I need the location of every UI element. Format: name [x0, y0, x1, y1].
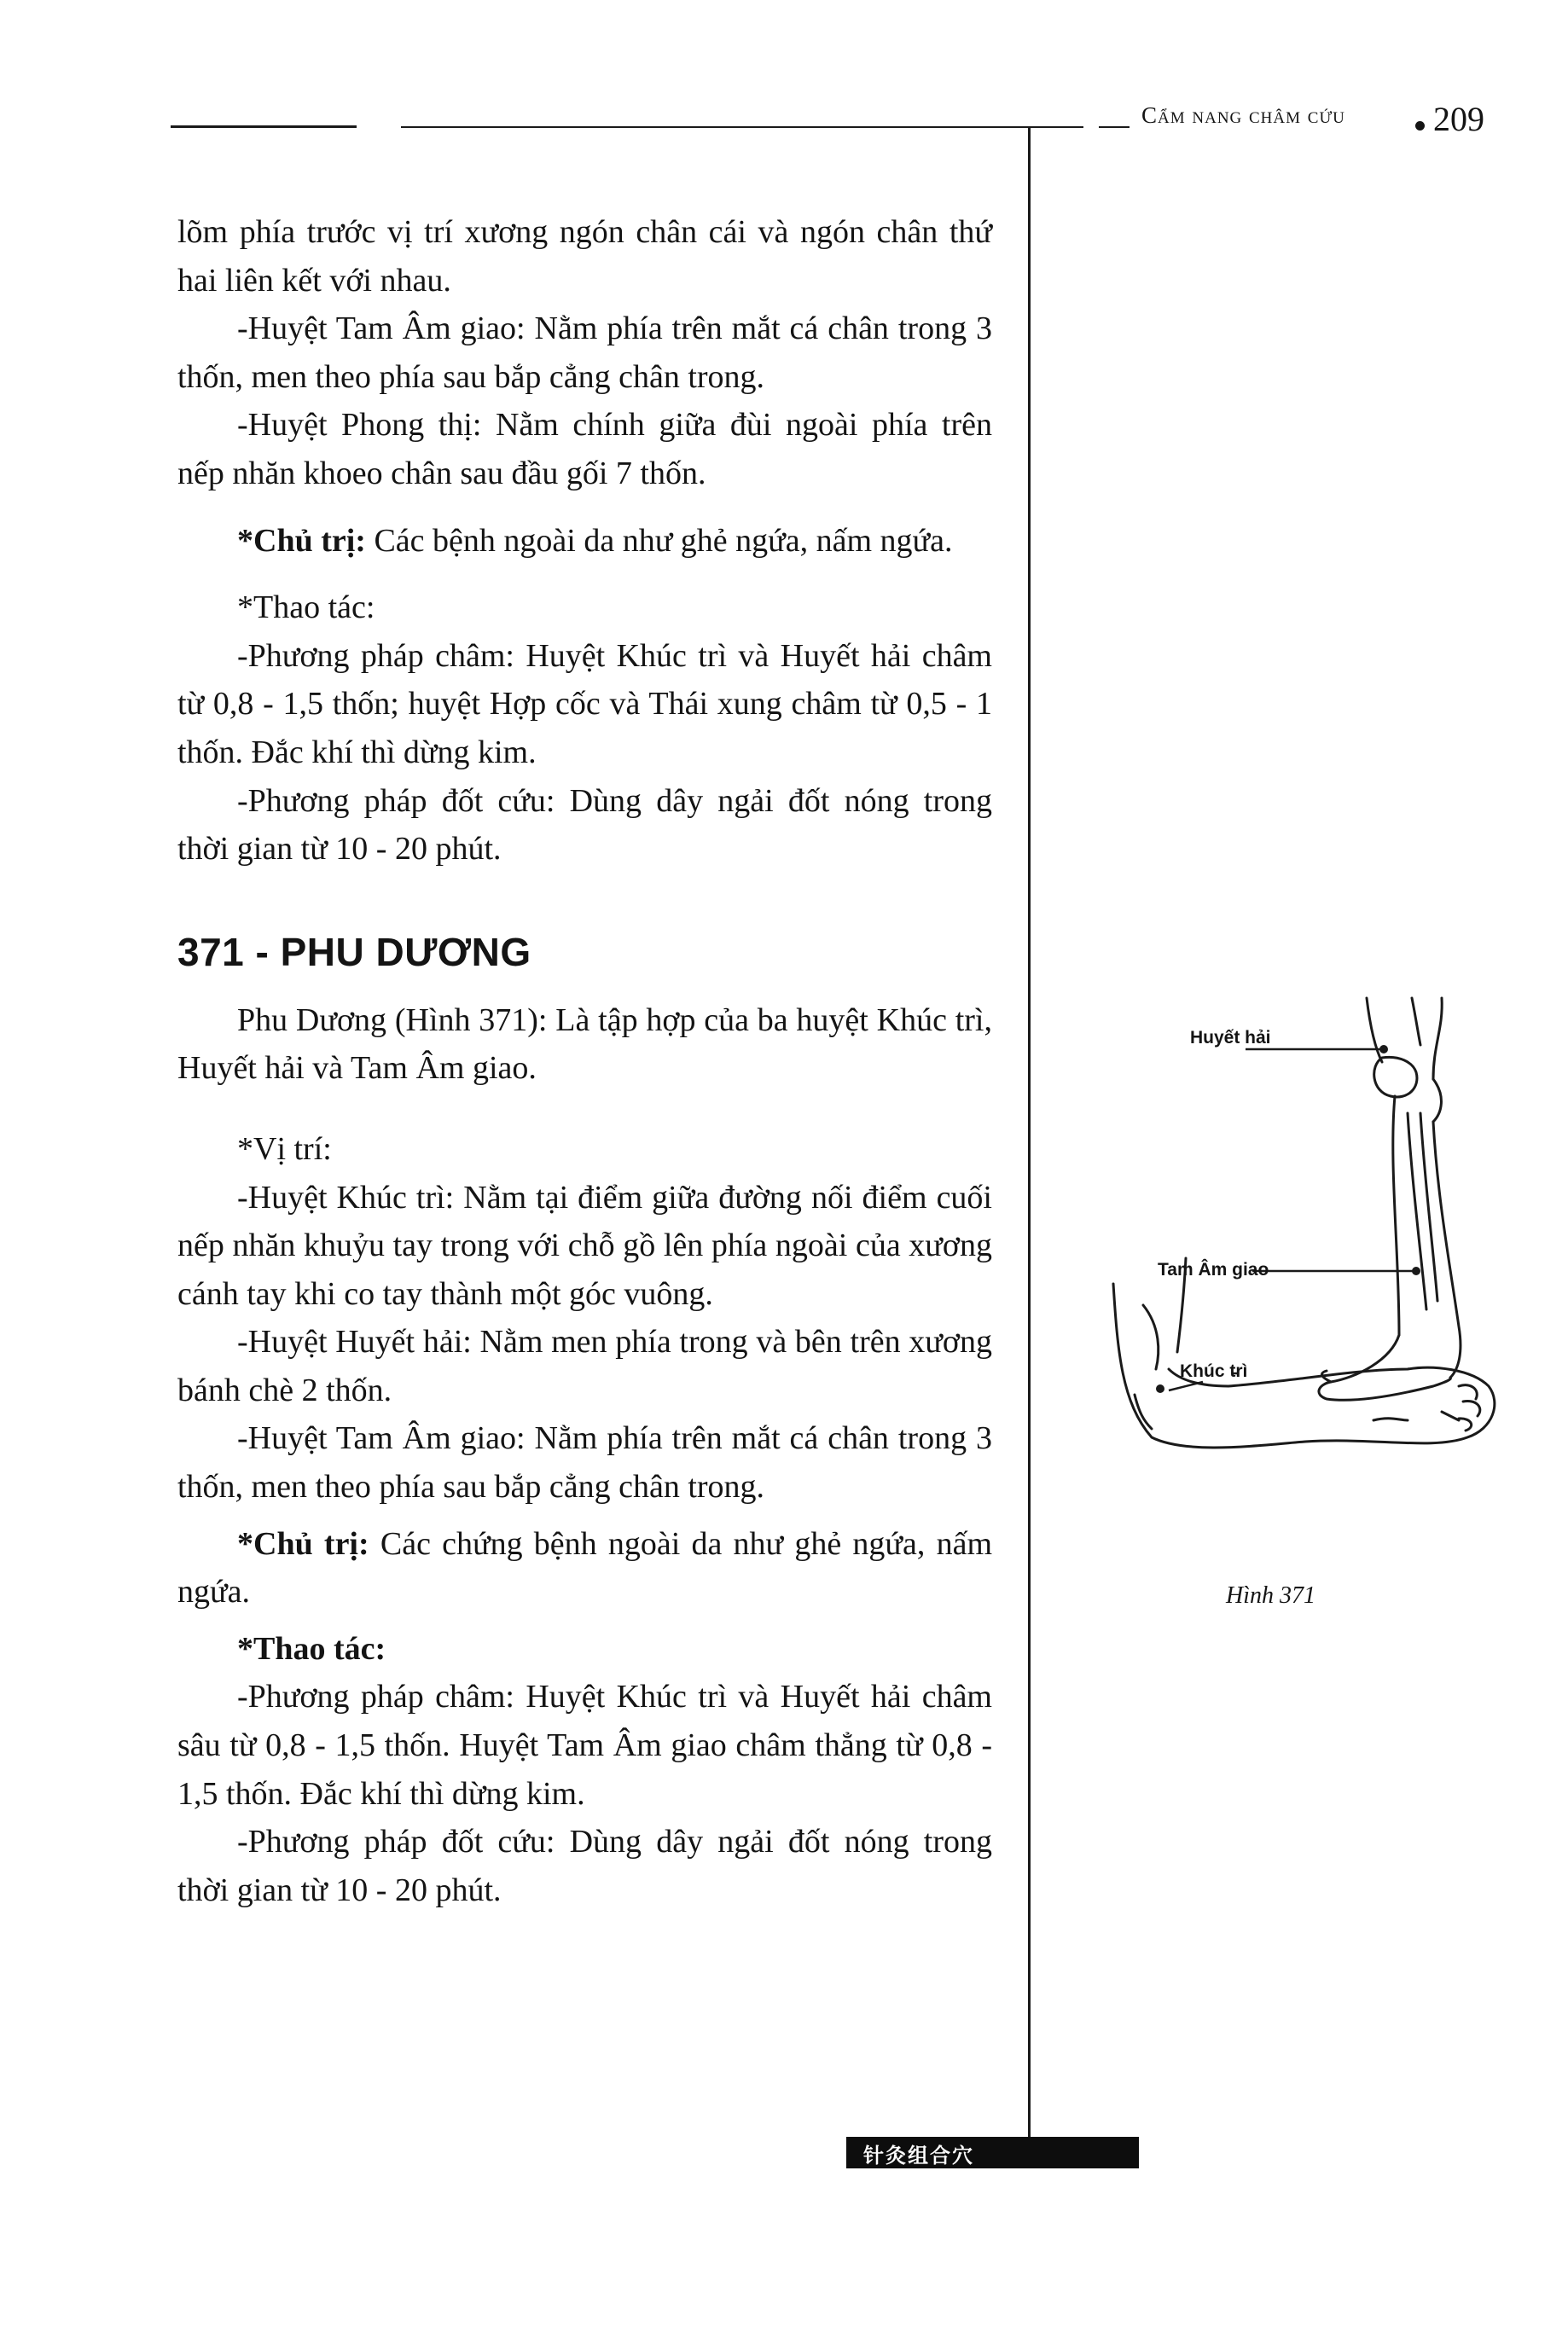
tam-am-giao-point-icon: [1412, 1267, 1420, 1275]
paragraph-tam-am-giao-location: -Huyệt Tam Âm giao: Nằm phía trên mắt cá chân trong 3 thốn, men theo phía sau bắp cẳng chân trong.: [177, 311, 992, 395]
paragraph-cham-method-2: -Phương pháp châm: Huyệt Khúc trì và Huyết hải châm sâu từ 0,8 - 1,5 thốn. Huyệt Tam Âm giao châm thẳng từ 0,8 - 1,5 thốn. Đắc khí thì dừng kim.: [177, 1679, 992, 1812]
section-intro: Phu Dương (Hình 371): Là tập hợp của ba huyệt Khúc trì, Huyết hải và Tam Âm giao.: [177, 1001, 992, 1087]
paragraph-continuation: lõm phía trước vị trí xương ngón chân cái và ngón chân thứ hai liên kết với nhau.: [177, 214, 992, 299]
section-heading: 371 - PHU DƯƠNG: [177, 929, 531, 974]
header-rule-left: [171, 125, 357, 128]
vi-tri-label: *Vị trí:: [237, 1130, 332, 1167]
label-huyet-hai: Huyết hải: [1190, 1028, 1271, 1048]
leg-arm-illustration: [1032, 994, 1510, 1574]
paragraph-phong-thi-location: -Huyệt Phong thị: Nằm chính giữa đùi ngoài phía trên nếp nhăn khoeo chân sau đầu gối 7 thốn.: [177, 407, 992, 491]
paragraph-chu-tri: [177, 517, 992, 566]
paragraph-khuc-tri-location: -Huyệt Khúc trì: Nằm tại điểm giữa đường nối điểm cuối nếp nhăn khuỷu tay trong với chỗ gồ lên phía ngoài của xương cánh tay khi co tay thành một góc vuông.: [177, 1179, 992, 1312]
thao-tac-label-2: *Thao tác:: [237, 1630, 386, 1667]
thigh-outline-icon: [1433, 998, 1442, 1079]
shin-outline-icon: [1393, 1096, 1399, 1335]
label-tam-am-giao: Tam Âm giao: [1158, 1260, 1269, 1280]
header-bullet-icon: [1415, 121, 1425, 131]
figure-caption: Hình 371: [1226, 1582, 1315, 1609]
chu-tri-text: Các bệnh ngoài da như ghẻ ngứa, nấm ngứa.: [365, 522, 953, 559]
footer-label: 针灸组合穴: [863, 2145, 974, 2168]
paragraph-cuu-method-2: -Phương pháp đốt cứu: Dùng dây ngải đốt nóng trong thời gian từ 10 - 20 phút.: [177, 1824, 992, 1908]
figure-371: [1032, 994, 1510, 1574]
header-rule-short: [1099, 126, 1130, 128]
paragraph-cham-method: -Phương pháp châm: Huyệt Khúc trì và Huyết hải châm từ 0,8 - 1,5 thốn; huyệt Hợp cốc và Thái xung châm từ 0,5 - 1 thốn. Đắc khí thì dừng kim.: [177, 637, 992, 770]
huyet-hai-point-icon: [1379, 1045, 1388, 1053]
page-number: 209: [1433, 100, 1484, 138]
chu-tri-label: *Chủ trị:: [237, 522, 366, 559]
paragraph-tam-am-giao-location-2: -Huyệt Tam Âm giao: Nằm phía trên mắt cá chân trong 3 thốn, men theo phía sau bắp cẳng chân trong.: [177, 1420, 992, 1506]
thao-tac-label: *Thao tác:: [237, 589, 375, 626]
elbow-outline-icon: [1143, 1305, 1159, 1369]
khuc-tri-point-icon: [1156, 1384, 1164, 1393]
chu-tri-text-2: Các chứng bệnh ngoài da như ghẻ ngứa, nấm ngứa.: [177, 1525, 993, 1611]
main-text-column: [177, 208, 992, 1914]
paragraph-chu-tri-2: [177, 1520, 992, 1616]
header-rule-middle: [401, 126, 1083, 128]
label-khuc-tri: Khúc trì: [1180, 1361, 1248, 1381]
column-divider: [1028, 126, 1031, 2141]
paragraph-huyet-hai-location: -Huyệt Huyết hải: Nằm men phía trong và bên trên xương bánh chè 2 thốn.: [177, 1324, 992, 1408]
kneecap-icon: [1374, 1057, 1417, 1097]
paragraph-cuu-method: -Phương pháp đốt cứu: Dùng dây ngải đốt nóng trong thời gian từ 10 - 20 phút.: [177, 782, 992, 868]
chu-tri-label-2: *Chủ trị:: [237, 1525, 369, 1562]
running-header-title: Cẩm nang châm cứu: [1141, 102, 1345, 128]
